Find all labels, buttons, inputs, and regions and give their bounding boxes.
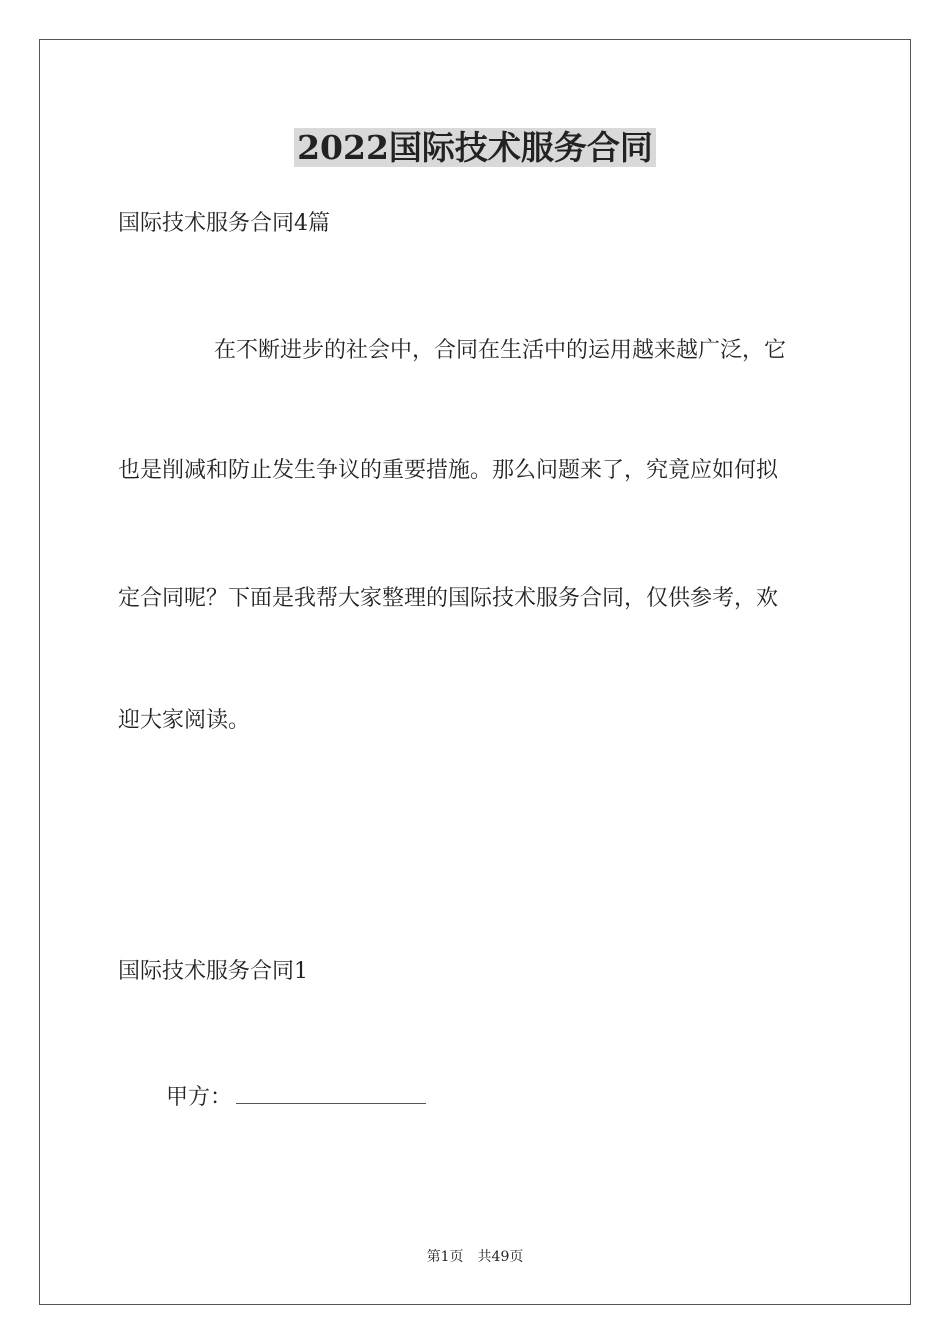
- document-subtitle: 国际技术服务合同4篇: [118, 211, 330, 236]
- party-a-row: [166, 1081, 426, 1113]
- page-footer: [0, 1247, 950, 1267]
- section-heading: 国际技术服务合同1: [118, 959, 308, 984]
- intro-line-3: 定合同呢？下面是我帮大家整理的国际技术服务合同，仅供参考，欢: [118, 586, 779, 611]
- page-number: 第1页: [426, 1249, 464, 1265]
- intro-line-4: 迎大家阅读。: [118, 708, 251, 733]
- party-a-label: 甲方：: [166, 1085, 233, 1110]
- intro-line-2: 也是削减和防止发生争议的重要措施。那么问题来了，究竟应如何拟: [118, 458, 779, 483]
- intro-line-1: 在不断进步的社会中，合同在生活中的运用越来越广泛，它: [214, 338, 787, 363]
- document-title: [0, 124, 950, 172]
- page-total: 共49页: [477, 1249, 524, 1265]
- party-a-blank-line: [236, 1081, 426, 1104]
- document-title-text: 2022国际技术服务合同: [294, 128, 656, 167]
